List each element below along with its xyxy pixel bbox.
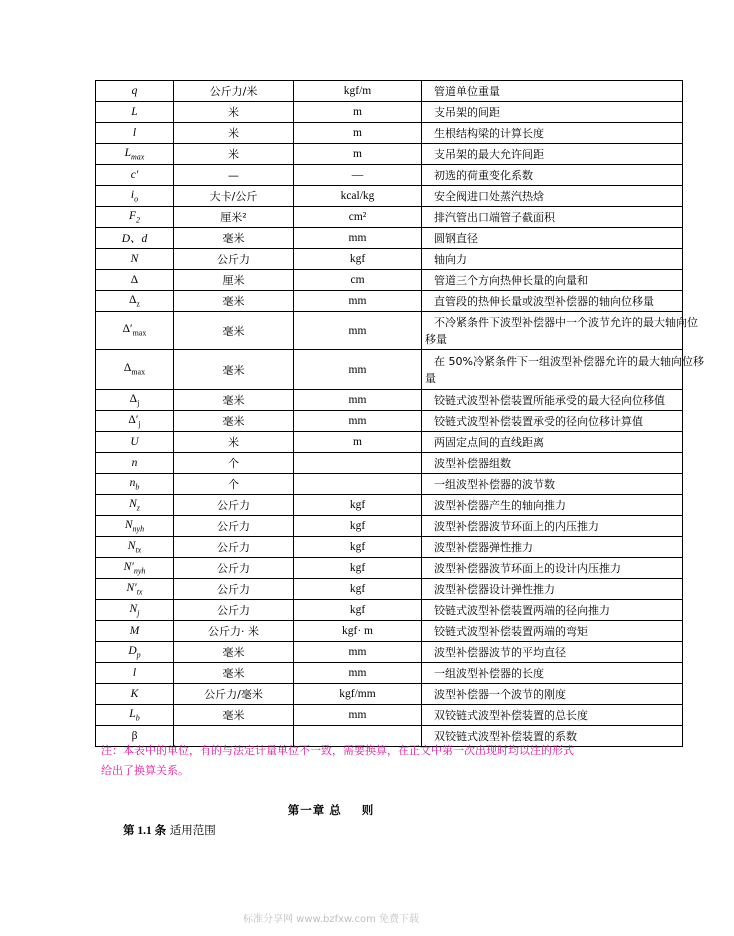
unit-cell: 公斤力 [174, 537, 294, 558]
unit-cell: 公斤力/米 [174, 81, 294, 102]
symbol-cell: $N'_{nyh}$ [96, 558, 174, 579]
unit-cell: 厘米² [174, 207, 294, 228]
symbol-cell: $\Delta'_{max}$ [96, 312, 174, 350]
table-row [96, 495, 683, 516]
description-cell: 铰链式波型补偿装置承受的径向位移计算值 [422, 411, 683, 432]
description-cell: 铰链式波型补偿装置两端的径向推力 [422, 600, 683, 621]
table-row [96, 350, 683, 390]
description-cell [422, 312, 698, 350]
description-cell: 波型补偿器波节环面上的内压推力 [422, 516, 683, 537]
unit-cell: 毫米 [174, 228, 294, 249]
table-row [96, 600, 683, 621]
table-row [96, 474, 683, 495]
old-unit-cell: kgf [294, 558, 422, 579]
table-row [96, 621, 683, 642]
unit-cell: 毫米 [174, 350, 294, 390]
old-unit-cell: kgf· m [294, 621, 422, 642]
description-line-1: 不冷紧条件下波型补偿器中一个波节允许的最大轴向位 [434, 315, 698, 329]
old-unit-cell: mm [294, 228, 422, 249]
old-unit-cell: kgf [294, 249, 422, 270]
symbol-cell: $N_j$ [96, 600, 174, 621]
description-cell: 初选的荷重变化系数 [422, 165, 683, 186]
table-row [96, 249, 683, 270]
description-cell: 排汽管出口端管子截面积 [422, 207, 683, 228]
symbol-cell: $L_b$ [96, 705, 174, 726]
description-line-1: 在 50%冷紧条件下一组波型补偿器允许的最大轴向位移 [434, 354, 704, 368]
symbol-cell: $\Delta'_j$ [96, 411, 174, 432]
unit-cell: 米 [174, 144, 294, 165]
symbol-cell: $N_{nyh}$ [96, 516, 174, 537]
symbol-cell: $D_p$ [96, 642, 174, 663]
table-row [96, 228, 683, 249]
chapter-name-2: 则 [361, 803, 375, 817]
table-row [96, 312, 683, 350]
table-row [96, 186, 683, 207]
old-unit-cell: kgf [294, 516, 422, 537]
symbol-cell: l [96, 663, 174, 684]
description-cell: 支吊架的间距 [422, 102, 683, 123]
symbol-cell: $N'_{tx}$ [96, 579, 174, 600]
old-unit-cell: kgf [294, 495, 422, 516]
symbol-cell: $N_z$ [96, 495, 174, 516]
table-row [96, 663, 683, 684]
symbol-cell: c′ [96, 165, 174, 186]
unit-cell: 公斤力 [174, 516, 294, 537]
description-cell: 波型补偿器产生的轴向推力 [422, 495, 683, 516]
unit-cell: 米 [174, 102, 294, 123]
symbol-cell: q [96, 81, 174, 102]
symbol-cell: $\Delta_z$ [96, 291, 174, 312]
description-cell: 波型补偿器波节环面上的设计内压推力 [422, 558, 683, 579]
description-cell: 两固定点间的直线距离 [422, 432, 683, 453]
footer-watermark: 标准分享网 www.bzfxw.com 免费下载 [243, 914, 419, 925]
chapter-number: 第一章 [287, 803, 326, 817]
symbol-cell: β [96, 726, 174, 747]
old-unit-cell: m [294, 432, 422, 453]
table-row [96, 270, 683, 291]
description-cell: 一组波型补偿器的长度 [422, 663, 683, 684]
description-cell: 双铰链式波型补偿装置的总长度 [422, 705, 683, 726]
table-row [96, 558, 683, 579]
description-cell: 支吊架的最大允许间距 [422, 144, 683, 165]
old-unit-cell: — [294, 165, 422, 186]
description-cell: 安全阀进口处蒸汽热焓 [422, 186, 683, 207]
chapter-name-1: 总 [329, 803, 342, 817]
unit-cell: 个 [174, 453, 294, 474]
old-unit-cell: mm [294, 350, 422, 390]
table-row [96, 165, 683, 186]
old-unit-cell: m [294, 144, 422, 165]
table-row [96, 642, 683, 663]
symbol-cell: $\Delta_{max}$ [96, 350, 174, 390]
description-cell: 生根结构梁的计算长度 [422, 123, 683, 144]
symbol-cell: U [96, 432, 174, 453]
table-row [96, 123, 683, 144]
description-cell: 管道单位重量 [422, 81, 683, 102]
old-unit-cell: kgf/m [294, 81, 422, 102]
old-unit-cell: cm² [294, 207, 422, 228]
symbol-cell: $i_o$ [96, 186, 174, 207]
old-unit-cell: cm [294, 270, 422, 291]
old-unit-cell: m [294, 123, 422, 144]
old-unit-cell: mm [294, 390, 422, 411]
unit-cell: 个 [174, 474, 294, 495]
symbol-cell: $\Delta_j$ [96, 390, 174, 411]
unit-cell: 公斤力 [174, 495, 294, 516]
unit-cell: 毫米 [174, 411, 294, 432]
table-row [96, 516, 683, 537]
symbol-cell: $L_{max}$ [96, 144, 174, 165]
table-row [96, 537, 683, 558]
table-row [96, 144, 683, 165]
table-row [96, 390, 683, 411]
symbol-table-body [96, 81, 704, 747]
old-unit-cell: mm [294, 291, 422, 312]
description-cell: 波型补偿器一个波节的刚度 [422, 684, 683, 705]
old-unit-cell [294, 474, 422, 495]
old-unit-cell: kgf [294, 579, 422, 600]
table-row [96, 102, 683, 123]
description-cell: 铰链式波型补偿装置所能承受的最大径向位移值 [422, 390, 683, 411]
symbol-cell: l [96, 123, 174, 144]
unit-cell: 毫米 [174, 705, 294, 726]
symbol-cell: Δ [96, 270, 174, 291]
old-unit-cell: mm [294, 312, 422, 350]
old-unit-cell: kgf [294, 600, 422, 621]
symbol-cell: $F_2$ [96, 207, 174, 228]
symbol-table [95, 80, 704, 747]
old-unit-cell: mm [294, 411, 422, 432]
article-title: 适用范围 [169, 823, 216, 837]
old-unit-cell: kgf [294, 537, 422, 558]
article-heading [123, 822, 216, 838]
description-line-2: 移量 [425, 332, 447, 346]
unit-cell: 毫米 [174, 663, 294, 684]
unit-cell: 毫米 [174, 390, 294, 411]
chapter-heading [0, 802, 662, 818]
symbol-cell: D、d [96, 228, 174, 249]
table-row [96, 684, 683, 705]
table-row [96, 81, 683, 102]
unit-cell: 大卡/公斤 [174, 186, 294, 207]
unit-cell: 米 [174, 432, 294, 453]
unit-cell: 公斤力 [174, 600, 294, 621]
unit-cell: 公斤力 [174, 249, 294, 270]
unit-cell: 毫米 [174, 291, 294, 312]
table-row [96, 207, 683, 228]
description-cell: 一组波型补偿器的波节数 [422, 474, 683, 495]
old-unit-cell: m [294, 102, 422, 123]
unit-cell: 厘米 [174, 270, 294, 291]
table-row [96, 291, 683, 312]
unit-cell: 毫米 [174, 312, 294, 350]
unit-cell: — [174, 165, 294, 186]
unit-cell: 米 [174, 123, 294, 144]
old-unit-cell: mm [294, 705, 422, 726]
table-row [96, 705, 683, 726]
unit-cell: 公斤力· 米 [174, 621, 294, 642]
symbol-cell: N [96, 249, 174, 270]
description-cell: 波型补偿器组数 [422, 453, 683, 474]
unit-cell: 公斤力 [174, 579, 294, 600]
table-note: 注：本表中的单位，有的与法定计量单位不一致，需要换算，在正文中第一次出现时均以注的形式给出了换算关系。 [101, 744, 574, 777]
symbol-cell: $n_b$ [96, 474, 174, 495]
symbol-cell: M [96, 621, 174, 642]
table-row [96, 411, 683, 432]
article-label: 第 1.1 条 [123, 825, 167, 837]
symbol-cell: K [96, 684, 174, 705]
table-row [96, 453, 683, 474]
old-unit-cell: mm [294, 663, 422, 684]
old-unit-cell: mm [294, 642, 422, 663]
description-cell: 波型补偿器波节的平均直径 [422, 642, 683, 663]
description-cell: 直管段的热伸长量或波型补偿器的轴向位移量 [422, 291, 683, 312]
description-cell: 波型补偿器弹性推力 [422, 537, 683, 558]
unit-cell: 公斤力/毫米 [174, 684, 294, 705]
description-cell [422, 350, 704, 390]
description-cell: 双铰链式波型补偿装置的系数 [422, 726, 683, 747]
table-row [96, 579, 683, 600]
description-cell: 圆钢直径 [422, 228, 683, 249]
description-line-2: 量 [425, 371, 436, 385]
symbol-cell: L [96, 102, 174, 123]
unit-cell: 公斤力 [174, 558, 294, 579]
old-unit-cell: kcal/kg [294, 186, 422, 207]
unit-cell: 毫米 [174, 642, 294, 663]
description-cell: 管道三个方向热伸长量的向量和 [422, 270, 683, 291]
symbol-table-container [95, 80, 704, 747]
symbol-cell: n [96, 453, 174, 474]
old-unit-cell [294, 453, 422, 474]
description-cell: 轴向力 [422, 249, 683, 270]
description-cell: 波型补偿器设计弹性推力 [422, 579, 683, 600]
old-unit-cell: kgf/mm [294, 684, 422, 705]
description-cell: 铰链式波型补偿装置两端的弯矩 [422, 621, 683, 642]
table-row [96, 432, 683, 453]
symbol-cell: $N_{tx}$ [96, 537, 174, 558]
